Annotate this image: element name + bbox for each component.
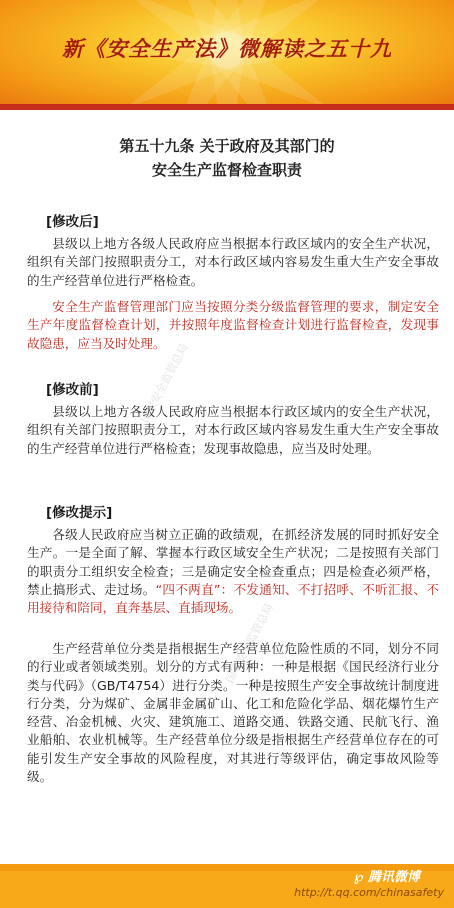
hint-paragraph-2: 生产经营单位分类是指根据生产经营单位危险性质的不同，划分不同的行业或者领域类别。划分的方式有两种：一种是根据《国民经济行业分类与代码》（GB/T4754）进行分类。一种是按照生产安全事故统计制度进行分类，分为煤矿、金属非金属矿山、化工和危险化学品、烟花爆竹生产经营、冶金机械、火灾、建筑施工、道路交通、铁路交通、民航飞行、渔业船舶、农业机械等。生产经营单位分级是指根据生产经营单位存在的可能引发生产安全事故的风险程度，对其进行等级评估，确定事故风险等级。 [27,641,439,785]
banner-title: 新《安全生产法》微解读之五十九 [62,37,392,61]
watermark: 国家安全监管总局 [223,601,276,686]
banner-divider [0,104,454,110]
weibo-url-link[interactable]: http://t.qq.com/chinasafety [294,886,444,899]
article-title-line1: 第五十九条 关于政府及其部门的 [119,137,335,155]
header-banner [0,0,454,104]
logo-text: 腾讯微博 [367,870,420,885]
after-paragraph-2: 安全生产监督管理部门应当按照分类分级监督管理的要求，制定安全生产年度监督检查计划，并按照年度监督检查计划进行监督检查，发现事故隐患，应当及时处理。 [27,299,439,351]
section-label-hint: [修改提示] [46,505,113,521]
before-paragraph-1: 县级以上地方各级人民政府应当根据本行政区域内的安全生产状况，组织有关部门按照职责分工，对本行政区域内容易发生重大生产安全事故的生产经营单位进行严格检查；发现事故隐患，应当及时处理。 [27,404,439,456]
watermark: 国家安全监管总局 [138,341,191,426]
after-paragraph-1: 县级以上地方各级人民政府应当根据本行政区域内的安全生产状况，组织有关部门按照职责分工，对本行政区域内容易发生重大生产安全事故的生产经营单位进行严格检查。 [27,236,439,288]
four-no-two-direct-text: “四不两直”：不发通知、不打招呼、不听汇报、不用接待和陪同，直奔基层、直插现场。 [27,581,439,616]
section-label-after: [修改后] [46,214,99,230]
article-title-line2: 安全生产监督检查职责 [151,161,302,179]
hint-paragraph-1-text: 各级人民政府应当树立正确的政绩观，在抓经济发展的同时抓好安全生产。一是全面了解、掌握本行政区域安全生产状况；二是按照有关部门的职责分工组织安全检查；三是确定安全检查重点；四是检查必须严格，禁止搞形式、走过场。 [27,527,439,597]
section-label-before: [修改前] [46,382,99,398]
hint-paragraph-1 [27,526,439,617]
tencent-weibo-logo[interactable] [354,866,420,885]
weibo-icon: ℘ [353,869,364,885]
